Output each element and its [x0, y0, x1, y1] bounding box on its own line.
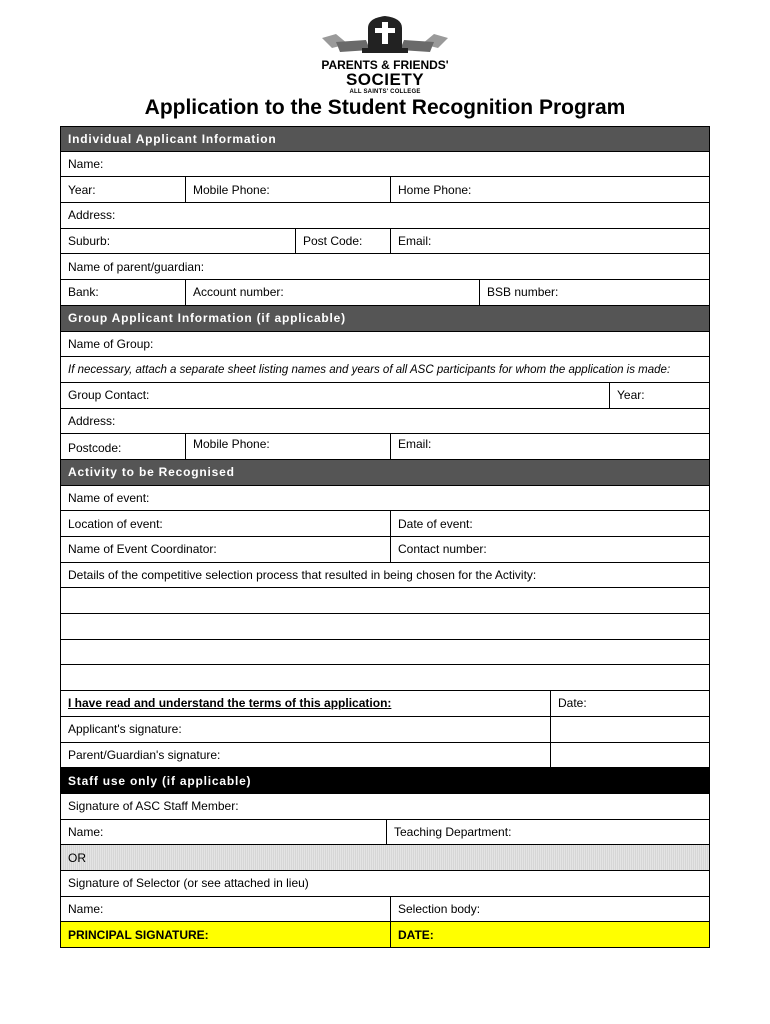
terms-row: [60, 691, 710, 717]
parent-row: [60, 254, 710, 280]
details-blank-line: [60, 588, 710, 614]
group-email-field[interactable]: Email:: [390, 434, 709, 459]
teaching-department-field[interactable]: Teaching Department:: [386, 820, 709, 845]
details-input-line-1[interactable]: [61, 588, 709, 613]
principal-date-field[interactable]: DATE:: [390, 922, 709, 947]
group-postcode-field[interactable]: Postcode:: [68, 440, 122, 455]
group-section-header: [60, 306, 710, 332]
group-postcode-row: [60, 434, 710, 460]
email-field[interactable]: Email:: [390, 229, 709, 254]
applicant-signature-field[interactable]: Applicant's signature:: [68, 722, 182, 737]
logo-text-parents-friends: PARENTS & FRIENDS': [321, 58, 449, 72]
event-location-row: [60, 511, 710, 537]
individual-suburb-row: [60, 229, 710, 255]
parent-signature-field[interactable]: Parent/Guardian's signature:: [68, 747, 221, 762]
section-title: Individual Applicant Information: [68, 131, 277, 146]
selector-name-field[interactable]: Name:: [68, 901, 104, 916]
group-address-field[interactable]: Address:: [68, 413, 116, 428]
individual-phone-row: [60, 177, 710, 203]
contact-number-field[interactable]: Contact number:: [390, 537, 709, 562]
bsb-number-field[interactable]: BSB number:: [479, 280, 709, 305]
section-title: Activity to be Recognised: [68, 465, 235, 480]
details-blank-line: [60, 640, 710, 666]
coordinator-row: [60, 537, 710, 563]
details-input-line-2[interactable]: [61, 614, 709, 639]
parent-date-field[interactable]: [550, 743, 709, 768]
home-phone-field[interactable]: Home Phone:: [390, 177, 709, 202]
event-date-field[interactable]: Date of event:: [390, 511, 709, 536]
bank-field[interactable]: Bank:: [68, 285, 99, 300]
address-field[interactable]: Address:: [68, 208, 116, 223]
suburb-field[interactable]: Suburb:: [68, 234, 111, 249]
application-form: [60, 126, 710, 948]
group-note-row: [60, 357, 710, 383]
staff-section-header: [60, 768, 710, 794]
details-input-line-4[interactable]: [61, 665, 709, 690]
details-row: [60, 563, 710, 589]
logo-text-society: SOCIETY: [345, 70, 425, 89]
event-location-field[interactable]: Location of event:: [68, 516, 163, 531]
parent-signature-row: [60, 743, 710, 769]
principal-row: [60, 922, 710, 948]
group-year-field[interactable]: Year:: [609, 383, 709, 408]
selector-signature-row: [60, 871, 710, 897]
terms-statement: I have read and understand the terms of this application:: [68, 696, 392, 711]
event-name-row: [60, 486, 710, 512]
individual-address-row: [60, 203, 710, 229]
page-title: Application to the Student Recognition Program: [144, 96, 626, 119]
details-blank-line: [60, 614, 710, 640]
or-divider-row: [60, 845, 710, 871]
staff-signature-row: [60, 794, 710, 820]
parent-guardian-field[interactable]: Name of parent/guardian:: [68, 259, 205, 274]
details-blank-line: [60, 665, 710, 691]
or-label: OR: [68, 850, 86, 865]
group-name-row: [60, 332, 710, 358]
year-field[interactable]: Year:: [68, 182, 96, 197]
group-mobile-field[interactable]: Mobile Phone:: [185, 434, 390, 459]
staff-name-field[interactable]: Name:: [68, 824, 104, 839]
applicant-date-field[interactable]: [550, 717, 709, 742]
group-name-field[interactable]: Name of Group:: [68, 336, 154, 351]
activity-section-header: [60, 460, 710, 486]
college-crest-icon: [318, 14, 452, 56]
logo: [0, 14, 770, 98]
staff-name-row: [60, 820, 710, 846]
group-contact-row: [60, 383, 710, 409]
name-field[interactable]: Name:: [68, 157, 104, 172]
group-contact-field[interactable]: Group Contact:: [68, 388, 150, 403]
selector-name-row: [60, 897, 710, 923]
selection-body-field[interactable]: Selection body:: [390, 897, 709, 922]
applicant-signature-row: [60, 717, 710, 743]
staff-signature-field[interactable]: Signature of ASC Staff Member:: [68, 799, 239, 814]
post-code-field[interactable]: Post Code:: [295, 229, 390, 254]
individual-name-row: [60, 152, 710, 178]
group-note: If necessary, attach a separate sheet listing names and years of all ASC participants for whom the application is made:: [68, 363, 671, 376]
declaration-date-field[interactable]: Date:: [550, 691, 709, 716]
bank-row: [60, 280, 710, 306]
section-title: Group Applicant Information (if applicable): [68, 311, 346, 326]
section-title: Staff use only (if applicable): [68, 773, 252, 788]
principal-signature-field[interactable]: PRINCIPAL SIGNATURE:: [68, 927, 209, 942]
account-number-field[interactable]: Account number:: [185, 280, 479, 305]
selection-details-label: Details of the competitive selection process that resulted in being chosen for the Activity:: [68, 568, 537, 583]
individual-section-header: [60, 126, 710, 152]
selector-signature-field[interactable]: Signature of Selector (or see attached in lieu): [68, 876, 309, 891]
event-name-field[interactable]: Name of event:: [68, 490, 150, 505]
group-address-row: [60, 409, 710, 435]
details-input-line-3[interactable]: [61, 640, 709, 665]
coordinator-field[interactable]: Name of Event Coordinator:: [68, 542, 217, 557]
mobile-phone-field[interactable]: Mobile Phone:: [185, 177, 390, 202]
logo-text-college: ALL SAINTS' COLLEGE: [349, 89, 421, 95]
